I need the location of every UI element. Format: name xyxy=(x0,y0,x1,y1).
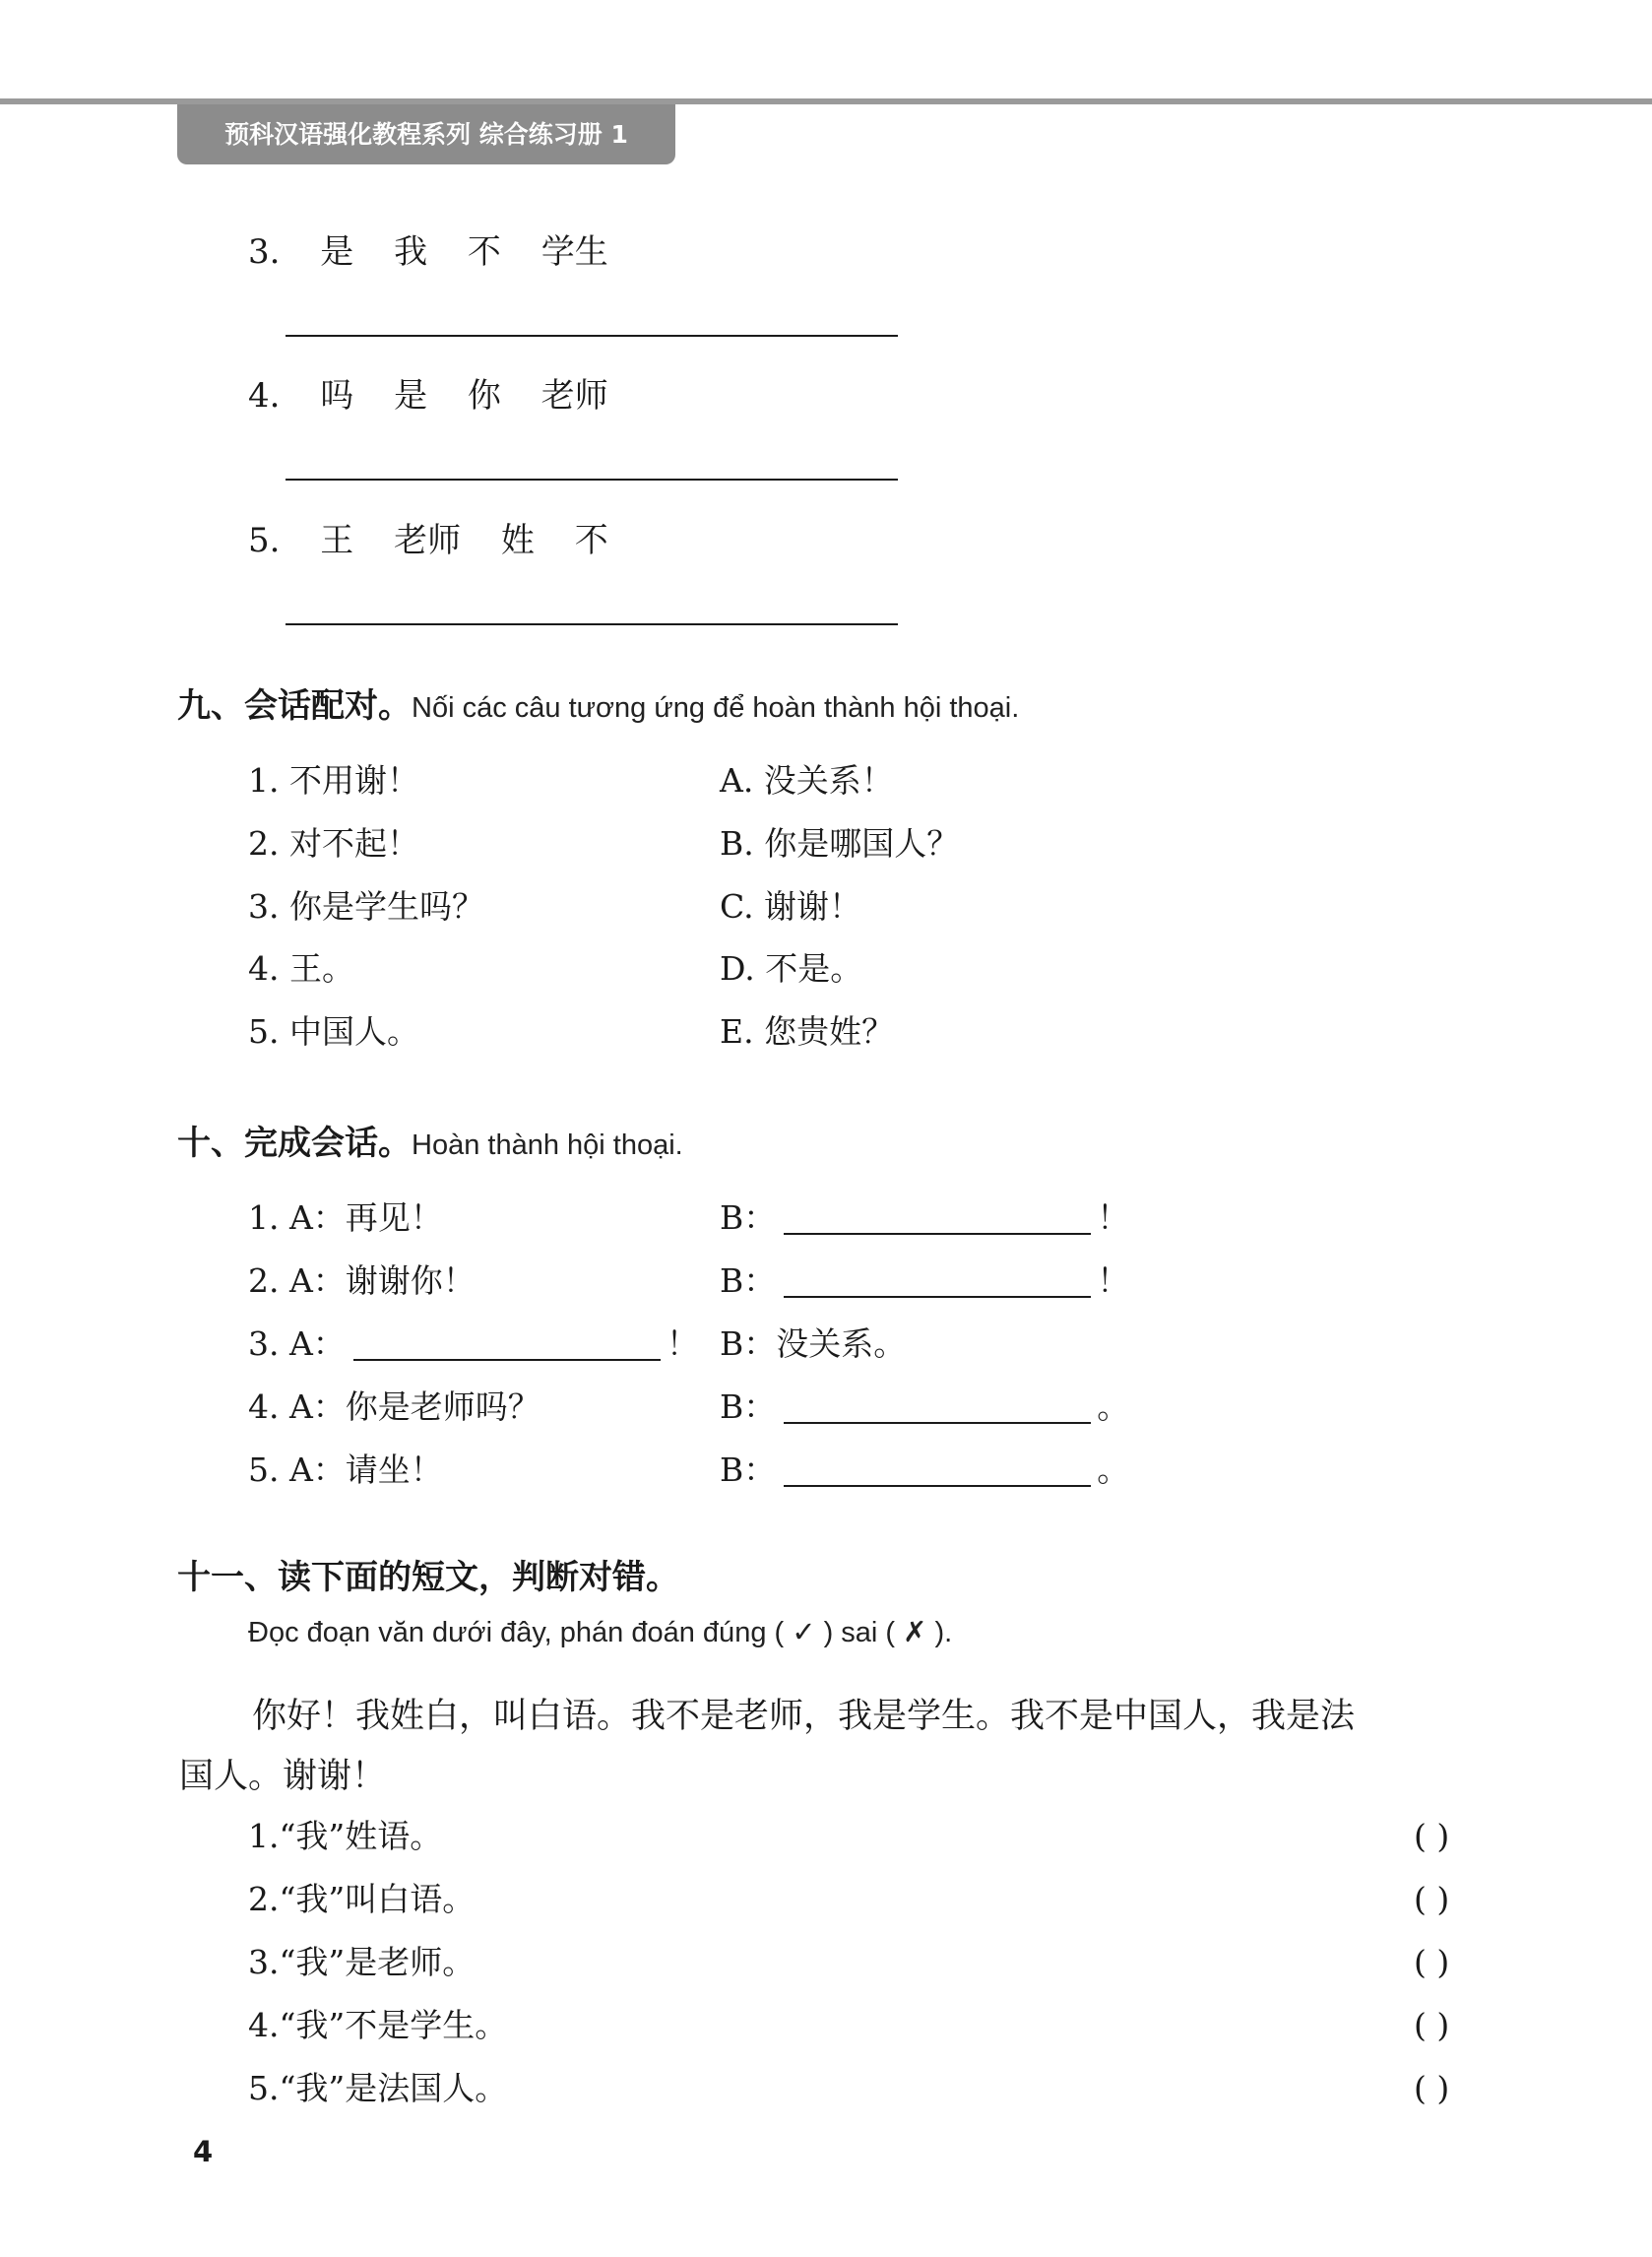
dialogue-a-2: 2. A：谢谢你！ xyxy=(248,1261,476,1300)
reorder-item-4 xyxy=(248,376,608,416)
match-right-e: E. 您贵姓？ xyxy=(720,1012,895,1051)
dialogue-b-5 xyxy=(720,1451,1129,1490)
match-left-2: 2. 对不起！ xyxy=(248,824,419,863)
end-punct: 。 xyxy=(1097,1451,1130,1489)
reorder-item-3 xyxy=(248,232,608,272)
word: 我 xyxy=(394,232,428,272)
word: 王 xyxy=(320,521,354,560)
match-left-4: 4. 王。 xyxy=(248,949,354,988)
heading-zh: 十、完成会话。 xyxy=(177,1124,412,1163)
reorder-item-5 xyxy=(248,521,608,560)
section-11-subheading: Đọc đoạn văn dưới đây, phán đoán đúng ( ✓ ) sai ( ✗ ). xyxy=(248,1617,953,1648)
word: 吗 xyxy=(320,376,354,416)
answer-box-3[interactable]: ( ) xyxy=(1414,1943,1450,1981)
answer-box-4[interactable]: ( ) xyxy=(1414,2006,1450,2044)
word: 学生 xyxy=(540,232,608,272)
speaker-a: 3. A： xyxy=(248,1324,346,1363)
speaker-b: B： xyxy=(720,1387,777,1426)
match-right-b: B. 你是哪国人？ xyxy=(720,824,960,863)
word: 老师 xyxy=(540,376,608,416)
match-right-a: A. 没关系！ xyxy=(720,761,894,800)
section-10-heading xyxy=(177,1124,683,1165)
dialogue-a-4: 4. A：你是老师吗？ xyxy=(248,1387,540,1426)
dialogue-b-3: B：没关系。 xyxy=(720,1324,907,1363)
match-left-1: 1. 不用谢！ xyxy=(248,761,419,800)
match-left-3: 3. 你是学生吗？ xyxy=(248,887,484,926)
answer-line xyxy=(286,479,898,481)
heading-zh: 九、会话配对。 xyxy=(177,686,412,726)
page-number: 4 xyxy=(193,2135,214,2168)
answer-box-5[interactable]: ( ) xyxy=(1414,2069,1450,2107)
section-11-heading xyxy=(177,1558,679,1597)
blank-line[interactable] xyxy=(784,1262,1091,1298)
speaker-b: B： xyxy=(720,1198,777,1237)
answer-box-2[interactable]: ( ) xyxy=(1414,1880,1450,1918)
word: 是 xyxy=(320,232,354,272)
passage-line-2: 国人。谢谢！ xyxy=(179,1757,387,1796)
match-left-5: 5. 中国人。 xyxy=(248,1012,419,1051)
heading-vi: Nối các câu tương ứng để hoàn thành hội thoại. xyxy=(412,692,1020,724)
statement-2: 2.“我”叫白语。 xyxy=(248,1880,476,1918)
word: 是 xyxy=(394,376,428,416)
passage-line-1: 你好！我姓白，叫白语。我不是老师，我是学生。我不是中国人，我是法 xyxy=(252,1697,1356,1736)
dialogue-a-1: 1. A：再见！ xyxy=(248,1198,443,1237)
heading-zh: 十一、读下面的短文，判断对错。 xyxy=(177,1558,679,1597)
section-9-heading xyxy=(177,686,1019,728)
match-right-d: D. 不是。 xyxy=(720,949,863,988)
blank-line[interactable] xyxy=(353,1325,661,1361)
item-number: 4. xyxy=(248,376,281,416)
word: 你 xyxy=(467,376,501,416)
word: 不 xyxy=(467,232,501,272)
item-number: 3. xyxy=(248,232,281,272)
match-right-c: C. 谢谢！ xyxy=(720,887,862,926)
end-punct: 。 xyxy=(1097,1387,1130,1426)
header-title: 预科汉语强化教程系列 综合练习册 1 xyxy=(177,104,675,164)
dialogue-b-4 xyxy=(720,1387,1129,1427)
dialogue-a-3 xyxy=(248,1324,699,1364)
statement-4: 4.“我”不是学生。 xyxy=(248,2006,508,2044)
blank-line[interactable] xyxy=(784,1388,1091,1424)
answer-line xyxy=(286,623,898,625)
speaker-b: B： xyxy=(720,1451,777,1489)
statement-1: 1.“我”姓语。 xyxy=(248,1817,443,1855)
word: 姓 xyxy=(500,521,535,560)
word: 不 xyxy=(574,521,608,560)
blank-line[interactable] xyxy=(784,1199,1091,1235)
end-punct: ！ xyxy=(666,1324,699,1363)
heading-vi: Hoàn thành hội thoại. xyxy=(412,1129,683,1161)
item-number: 5. xyxy=(248,521,281,560)
dialogue-b-1 xyxy=(720,1198,1129,1238)
blank-line[interactable] xyxy=(784,1451,1091,1487)
statement-3: 3.“我”是老师。 xyxy=(248,1943,476,1981)
end-punct: ！ xyxy=(1097,1261,1130,1300)
statement-5: 5.“我”是法国人。 xyxy=(248,2069,508,2107)
dialogue-b-2 xyxy=(720,1261,1129,1301)
answer-line xyxy=(286,335,898,337)
dialogue-a-5: 5. A：请坐！ xyxy=(248,1451,443,1489)
end-punct: ！ xyxy=(1097,1198,1130,1237)
speaker-b: B： xyxy=(720,1261,777,1300)
answer-box-1[interactable]: ( ) xyxy=(1414,1817,1450,1855)
word: 老师 xyxy=(394,521,462,560)
